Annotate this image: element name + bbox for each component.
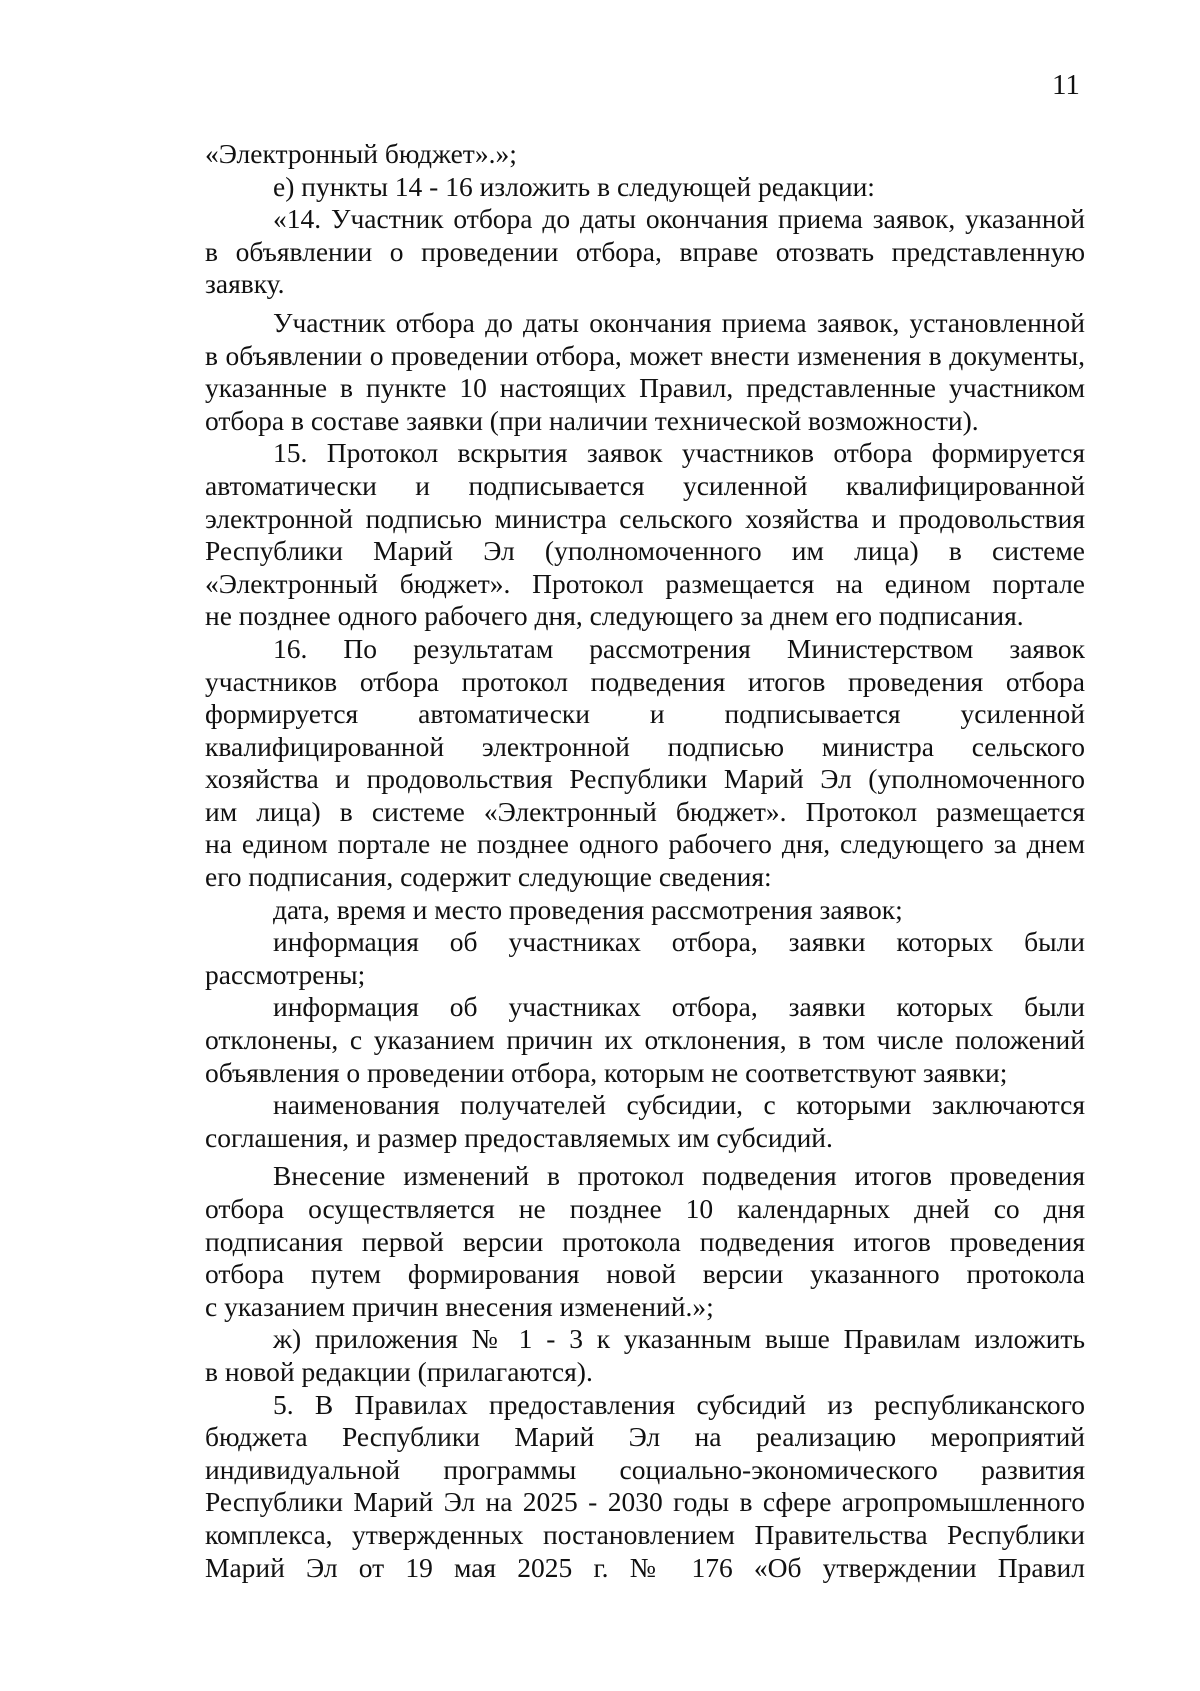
text-line: отбора осуществляется не позднее 10 календарных дней со дня: [205, 1193, 1085, 1224]
text-line: Марий Эл от 19 мая 2025 г. № 176 «Об утверждении Правил: [205, 1551, 1085, 1583]
text-line: «14. Участник отбора до даты окончания приема заявок, указанной: [273, 203, 1085, 235]
text-line: дата, время и место проведения рассмотрения заявок;: [273, 893, 903, 925]
text-line: «Электронный бюджет». Протокол размещается на едином портале: [205, 567, 1085, 599]
text-line: квалифицированной электронной подписью министра сельского: [205, 730, 1085, 762]
text-line: автоматически и подписывается усиленной квалифицированной: [205, 469, 1085, 501]
page-number: 11: [1052, 69, 1080, 101]
text-line: информация об участниках отбора, заявки которых были: [273, 991, 1085, 1023]
text-line: объявления о проведении отбора, которым не соответствуют заявки;: [205, 1056, 1008, 1088]
text-line: Республики Марий Эл (уполномоченного им лица) в системе: [205, 535, 1085, 567]
text-line: индивидуальной программы социально-экономического развития: [205, 1453, 1085, 1485]
text-line: им лица) в системе «Электронный бюджет». Протокол размещается: [205, 795, 1085, 827]
text-line: Республики Марий Эл на 2025 - 2030 годы в сфере агропромышленного: [205, 1486, 1085, 1518]
text-line: отбора в составе заявки (при наличии технической возможности).: [205, 404, 979, 436]
text-line: Внесение изменений в протокол подведения итогов проведения: [273, 1160, 1085, 1192]
text-line: отбора путем формирования новой версии указанного протокола: [205, 1258, 1085, 1290]
text-line: в объявлении о проведении отбора, может внести изменения в документы,: [205, 339, 1085, 371]
text-line: соглашения, и размер предоставляемых им субсидий.: [205, 1121, 833, 1153]
text-line: ж) приложения № 1 - 3 к указанным выше Правилам изложить: [273, 1323, 1085, 1355]
text-line: комплекса, утвержденных постановлением Правительства Республики: [205, 1518, 1085, 1550]
text-line: отклонены, с указанием причин их отклонения, в том числе положений: [205, 1024, 1085, 1056]
text-line: информация об участниках отбора, заявки которых были: [273, 926, 1085, 958]
text-line: 5. В Правилах предоставления субсидий из республиканского: [273, 1388, 1085, 1420]
document-body: [205, 138, 1085, 1584]
text-line: заявку.: [205, 268, 285, 300]
text-line: в объявлении о проведении отбора, вправе отозвать представленную: [205, 235, 1085, 267]
text-line: подписания первой версии протокола подведения итогов проведения: [205, 1225, 1085, 1257]
text-line: указанные в пункте 10 настоящих Правил, представленные участником: [205, 372, 1085, 404]
text-line: участников отбора протокол подведения итогов проведения отбора: [205, 665, 1085, 697]
text-line: формируется автоматически и подписывается усиленной: [205, 698, 1085, 730]
text-line: бюджета Республики Марий Эл на реализацию мероприятий: [205, 1421, 1085, 1453]
text-line: хозяйства и продовольствия Республики Марий Эл (уполномоченного: [205, 763, 1085, 795]
text-line: наименования получателей субсидии, с которыми заключаются: [273, 1089, 1085, 1121]
text-line: е) пункты 14 - 16 изложить в следующей редакции:: [273, 170, 875, 202]
text-line: не позднее одного рабочего дня, следующего за днем его подписания.: [205, 600, 1024, 632]
text-line: 16. По результатам рассмотрения Министерством заявок: [273, 632, 1085, 664]
text-line: на едином портале не позднее одного рабочего дня, следующего за днем: [205, 828, 1085, 860]
text-line: рассмотрены;: [205, 958, 366, 990]
text-line: с указанием причин внесения изменений.»;: [205, 1290, 714, 1322]
text-line: Участник отбора до даты окончания приема заявок, установленной: [273, 306, 1085, 338]
text-line: электронной подписью министра сельского хозяйства и продовольствия: [205, 502, 1085, 534]
text-line: 15. Протокол вскрытия заявок участников отбора формируется: [273, 437, 1085, 469]
text-line: в новой редакции (прилагаются).: [205, 1355, 593, 1387]
text-line: «Электронный бюджет».»;: [205, 138, 517, 169]
text-line: его подписания, содержит следующие сведения:: [205, 861, 772, 893]
